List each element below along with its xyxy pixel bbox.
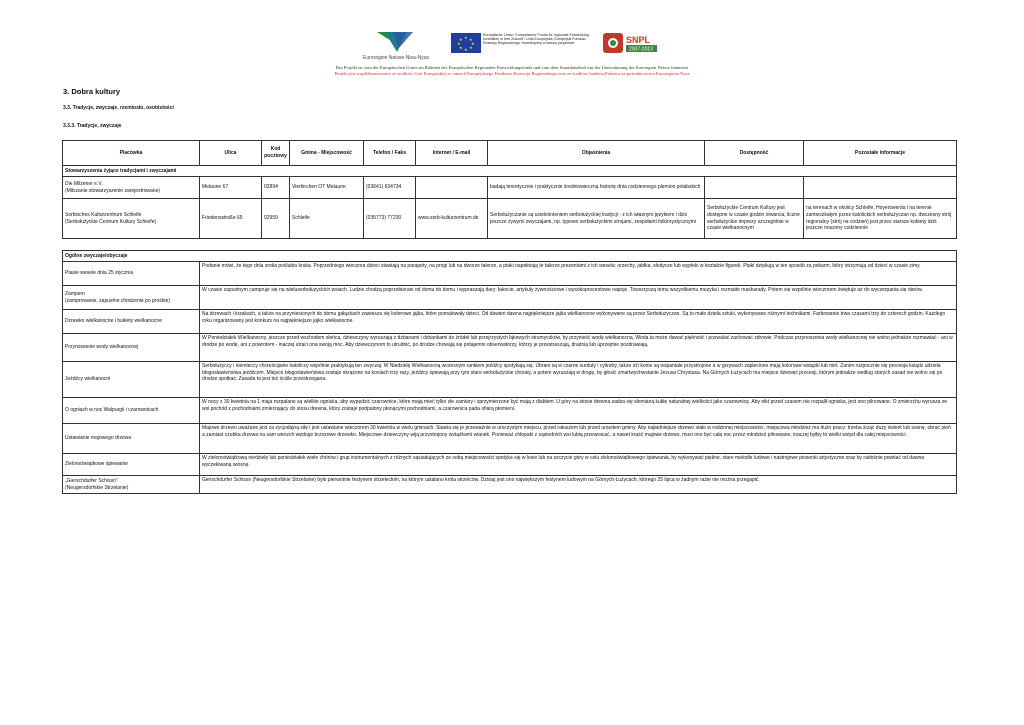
table-cell bbox=[416, 177, 488, 199]
custom-name: Drzewko wielkanocne i bukiety wielkanocne bbox=[63, 310, 200, 334]
table-cell: (035773) 77230 bbox=[364, 199, 416, 239]
table-cell: na terenach w okolicy Schleife, Hoyerswerda i na terenie zamieszkałym przez katolickich serbołużyczan np. dwczesny strój regionalny (strój na codzień) jest przez starsze kobiety dziś jeszcze noszony codziennie bbox=[804, 199, 957, 239]
column-header: Pozostałe informacje bbox=[804, 141, 957, 166]
page-title: 3. Dobra kultury bbox=[63, 87, 121, 96]
custom-name: „Gierschdurfer Schissn" (Neugersdorfskie Strzelanie) bbox=[63, 476, 200, 494]
table-cell: 02959 bbox=[262, 199, 290, 239]
table-cell: 02894 bbox=[262, 177, 290, 199]
table-section-label: Stowarzyszenia żyjące tradycjami i zwyczajami bbox=[63, 166, 957, 177]
table-section-label: Ogólne zwyczaje/obyczaje bbox=[63, 251, 957, 262]
associations-table bbox=[62, 140, 957, 239]
custom-description: W zielonoświątkową niedzielę lub poniedziałek wiele chórów i grup instrumentalnych z różnych sąsiadujących ze sobą miejscowości spotyka się w lesie lub na szczycie góry w celu zielonoświątkowego śpiewania, by wykonywać piękne, stare melodie ludowe i nastrojowe piosenki artystyczne oraz by radośnie powitać od dawna wyczekiwaną wiosnę. bbox=[200, 454, 957, 476]
custom-description: W nocy z 30 kwietnia na 1 maja rozpalane są wielkie ogniska, aby wypędzić czarownice, które mają mieć tylko złe zamiary i sprzymierzone być mają z diabłem. U góry na stosie drewna sadza się słomianą kukłę naturalnej wielkości jako czarownicę. Aby nikt przed czasem nie rozpalił ogniska, jest ono pilnowane. O zmierzchu wyrusza ze wsi pochód z pochodniami zmierzający do stosu drewna, który zostaje podpalony płonącymi pochodniami, a czarownica pada ofiarą płomieni. bbox=[200, 398, 957, 424]
column-header: Placówka bbox=[63, 141, 200, 166]
eu-funding-text: Europäische Union, Europäischer Fonds für regionale Entwicklung: Investition in Ihre Zukunft / Unia Europejska, Europejski Fundusz Rozwoju Regionalnego: Inwestujemy w waszą przyszłość bbox=[483, 33, 590, 46]
customs-table bbox=[62, 250, 957, 494]
table-row bbox=[63, 199, 957, 239]
page-header bbox=[0, 26, 1024, 84]
custom-description: Na drzewach i krzakach, a także na przyniesionych do domu gałązkach zawiesza się kolorowe jajka, które pomalowały dzieci. Od dawien dawna najpiękniejsze jajka wielkanocne wykonywane są przez Serbołużyczan. Są to małe dzieła sztuki, wykonywane różnymi technikami. Farbowanie trwa czasami trzy do czterech godzin. Każdego roku organizowany jest konkurs na najpiękniejsze jajko wielkanocne. bbox=[200, 310, 957, 334]
funding-de: Das Projekt ist vom der Europäischen Union im Rahmen des Europäischen Regionalen Entwicklungsfonds und vom dem Staatshaushalt mit der Unterstützung der Euroregion Neisse finanziert bbox=[335, 65, 689, 70]
table-row bbox=[63, 476, 957, 494]
column-header: Objaśnienia bbox=[488, 141, 705, 166]
table-cell: Melaune 67 bbox=[200, 177, 262, 199]
table-row bbox=[63, 286, 957, 310]
table-cell: Die Milzener e.V. (Milczanie stowarzyszenie zarejestrowane) bbox=[63, 177, 200, 199]
table-cell: Sorbisches Kulturzentrum Schleife (Serbołużyckie Centrum Kultury Schleife) bbox=[63, 199, 200, 239]
custom-name: Jeźdźcy wielkanocni bbox=[63, 362, 200, 398]
table-row bbox=[63, 334, 957, 362]
table-row bbox=[63, 454, 957, 476]
table-cell bbox=[705, 177, 804, 199]
table-cell: Schleife bbox=[290, 199, 364, 239]
table-row bbox=[63, 424, 957, 454]
custom-description: W czasie zapustnym campruje się na wieluserbołużyckich wsiach. Ludzie chodzą poprzebierani od domu do domu i wypraszają dary: łakocie, artykuły żywnościowe i wysokoprocentowe napoje. Towarzyszą temu wszystkiemu muzyka i rozmaite maskarady. Potem się wspólnie wieczorem świętuje aż do wyczerpania się darów. bbox=[200, 286, 957, 310]
eu-flag-icon: ★ ★ ★ ★ ★ ★ ★ ★ bbox=[451, 33, 481, 53]
column-header: Internet / E-mail bbox=[416, 141, 488, 166]
table-row bbox=[63, 177, 957, 199]
table-cell: badają teoretycznie i praktycznie średniowieczną historię dnia codziennego plemion połabskich bbox=[488, 177, 705, 199]
column-header: Dostępność bbox=[705, 141, 804, 166]
table-cell: Vierkirchen OT Melaune bbox=[290, 177, 364, 199]
funding-pl: Projekt jest współfinansowany ze środków Unii Europejskiej w ramach Europejskiego Funduszu Rozwoju Regionalnego oraz ze środków budżetu Państwa za pośrednictwem Euroregionu Nysa bbox=[334, 71, 690, 76]
snpl-logo bbox=[603, 32, 659, 54]
table-cell: Serbołużyczanie są ucieleśnieniem serbołużyckiej tradycji - z ich własnym językiem i dziś jeszcze żywymi zwyczajami, np. typowo serbołużyckimi strojami, zespołami folklorystycznymi bbox=[488, 199, 705, 239]
snpl-label: SNPL bbox=[626, 35, 651, 45]
snpl-years: 2007-2013 bbox=[629, 46, 653, 53]
custom-description: Podanie mówi, że tego dnia sroka poślubia kruka. Poprzedniego wieczora dzieci stawiają na parapety, na progi lub na dworze talerze, a ptaki napełniają te talerze prezentami z ich wesela: orzechy, jabłka, słodycze lub wypieki w kształcie figurek. Ptaki dziękują w ten sposób za pokarm, który otrzymują od dzieci w czasie zimy. bbox=[200, 262, 957, 286]
custom-description: W Poniedziałek Wielkanocny, jeszcze przed wschodem słońca, dziewczyny wyruszają z dzbanami i dzbankami do źródeł lub przejrzystych łąkowych strumyczków, by przynieść wodę wielkanocną. Woda ta może dawać piękność i pozwalać zachować zdrowie. Podczas przynoszenia wody wielkanocnej nie wolno jednakże rozmawiać - ani w drodze po wodę, ani z powrotem - inaczej utraci ona swoją moc. Aby dziewczynom to utrudnić, po drodze chowają się potajemni obserwatorzy, którzy je przestraszają, drażnią lub uprzejmie pozdrawiają. bbox=[200, 334, 957, 362]
table-row bbox=[63, 362, 957, 398]
custom-name: Przynoszenie wody wielkanocnej bbox=[63, 334, 200, 362]
section-subtitle: 3.3. Tradycje, zwyczaje, rzemiosło, osobistości bbox=[63, 105, 174, 111]
table-row bbox=[63, 262, 957, 286]
table-cell: Serbołużyckie Centrum Kultury jest dostępne w czasie godzin otwarcia; liczne serbołużyckie imprezy szczególnie w czasie wielkanocnym bbox=[705, 199, 804, 239]
table-row bbox=[63, 310, 957, 334]
custom-description: Majowe drzewo uważane jest za zycjodajną siłę i jest ustawiane wieczorem 30 kwietnia w wielu gminach. Stawia się je przeważnie w uroczystym miejscu, przed ratuszem lub przed urzędem gminy. Aby najładniejsze drzewo stało w rodzinnej miejscowości, miejscowa młodzież ma dużo pracy: trzeba ściąć duży świerk lub sosnę, obrać pień a zamiast czubka drzewa na sam wierzch wędruje brzozowe drzewko. Miejscowe dziewczyny wiją przystrojony wstążkami wianek. Ponieważ chłopaki z sąsiednich wsi lubią przewracać, a nawet kraść majowe drzewo, musi ono być całą noc przez młodzież pilnowane, inaczej byłby to wielki wstyd dla całej miejscowości. bbox=[200, 424, 957, 454]
website-link[interactable]: www.sorb-kulturzentrum.de bbox=[416, 199, 488, 239]
table-cell: (03641) 634734 bbox=[364, 177, 416, 199]
custom-name: O ogniach w noc Walpurgii i czarownicach bbox=[63, 398, 200, 424]
column-header: Telefon / Faks bbox=[364, 141, 416, 166]
custom-description: Gierschdurfer Schissn (Neugersdorfskie Strzelanie) było pierwotnie festynem strzeleckim, na którym ustalano króla strzelców. Dzisiaj jest ono największym festynem ludowym na Górnych Łużycach, którego 25 lipca w żadnym razie nie można przegapić. bbox=[200, 476, 957, 494]
custom-name: Ustawianie majowego drzewa bbox=[63, 424, 200, 454]
funding-statement bbox=[0, 65, 1024, 77]
euroregion-logo-text: Euroregion Neisse-Nisa-Nysa bbox=[363, 55, 429, 61]
table-header-row bbox=[63, 141, 957, 166]
table-cell: Friedensstraße 65 bbox=[200, 199, 262, 239]
column-header: Gmina - Miejscowość bbox=[290, 141, 364, 166]
custom-name: Zampern (zamprowanie, zapustne chodzenie po prośbie) bbox=[63, 286, 200, 310]
subsection-subtitle: 3.3.3. Tradycje, zwyczaje bbox=[63, 123, 122, 129]
column-header: Kod pocztowy bbox=[262, 141, 290, 166]
custom-name: Zielonoświątkowe śpiewanie bbox=[63, 454, 200, 476]
column-header: Ulica bbox=[200, 141, 262, 166]
table-row bbox=[63, 398, 957, 424]
custom-description: Serbołużyccy i niemieccy chrześcijanie katoliccy wspólnie praktykują ten zwyczaj. W Niedzielę Wielkanocną wczesnym rankiem jeźdźcy spotykają się. Ubrani są w czarne surduty i cylindry, także ich konie są wspaniale przystrojone a w grzywach zaplecione mają kolorowe wstążki lub mirt. Zanim rozpocznie się procesja ksiądz udziela błogosławieństwa jeźdźcom. Miejsce błogosławieństwa zostaje okrążone na koniach trzy razy, jeźdźcy śpiewają przy tym stare serbołużyckie chorały, a potem wyruszają w drogę, by głosić zmartwychwstanie Jezusa Chrystusa. Na Górnych Łużycach ma miejsce dziesięć procesji, którym jednakże według starych zasad nie wolno się po drodze spotkać. Zasada ta jest też ściśle przestrzegana. bbox=[200, 362, 957, 398]
table-cell bbox=[804, 177, 957, 199]
custom-name: Ptasie wesele dnia 25 stycznia bbox=[63, 262, 200, 286]
